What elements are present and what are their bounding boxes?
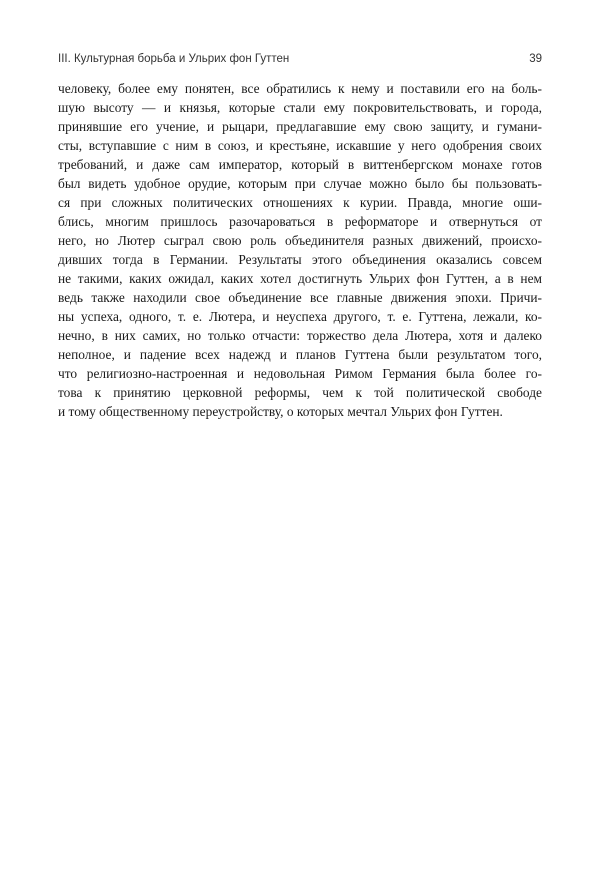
text-line: был видеть удобное орудие, которым при случае можно было бы пользовать- — [58, 176, 542, 191]
text-line: что религиозно-настроенная и недовольная Римом Германия была более го- — [58, 366, 542, 381]
text-line: това к принятию церковной реформы, чем к той политической свободе — [58, 385, 542, 400]
text-line: требований, и даже сам император, который в виттенбергском монахе готов — [58, 157, 542, 172]
text-line: блись, многим пришлось разочароваться в реформаторе и отвернуться от — [58, 214, 542, 229]
running-header — [58, 53, 542, 71]
text-line: дивших тогда в Германии. Результаты этого объединения оказались совсем — [58, 252, 542, 267]
chapter-title: III. Культурная борьба и Ульрих фон Гуттен — [58, 53, 290, 65]
text-line: не такими, каких ожидал, каких хотел достигнуть Ульрих фон Гуттен, а в нем — [58, 271, 542, 286]
text-line: нечно, в них самих, но только отчасти: торжество дела Лютера, хотя и далеко — [58, 328, 542, 343]
text-line: и тому общественному переустройству, о которых мечтал Ульрих фон Гуттен. — [58, 404, 503, 419]
text-line: шую высоту — и князья, которые стали ему покровительствовать, и города, — [58, 100, 542, 115]
text-line: принявшие его учение, и рыцари, предлагавшие ему свою защиту, и гумани- — [58, 119, 542, 134]
text-line: ведь также находили свое объединение все главные движения эпохи. Причи- — [58, 290, 542, 305]
text-line: неполное, и падение всех надежд и планов Гуттена были результатом того, — [58, 347, 542, 362]
text-line: ся при сложных политических отношениях к курии. Правда, многие оши- — [58, 195, 542, 210]
page-number: 39 — [529, 53, 542, 65]
text-line: человеку, более ему понятен, все обратились к нему и поставили его на боль- — [58, 81, 542, 96]
text-line: сты, вступавшие с ним в союз, и крестьяне, искавшие у него одобрения своих — [58, 138, 542, 153]
text-line: него, но Лютер сыграл свою роль объединителя разных движений, происхо- — [58, 233, 542, 248]
text-line: ны успеха, одного, т. е. Лютера, и неуспеха другого, т. е. Гуттена, лежали, ко- — [58, 309, 542, 324]
body-paragraph — [58, 79, 542, 421]
